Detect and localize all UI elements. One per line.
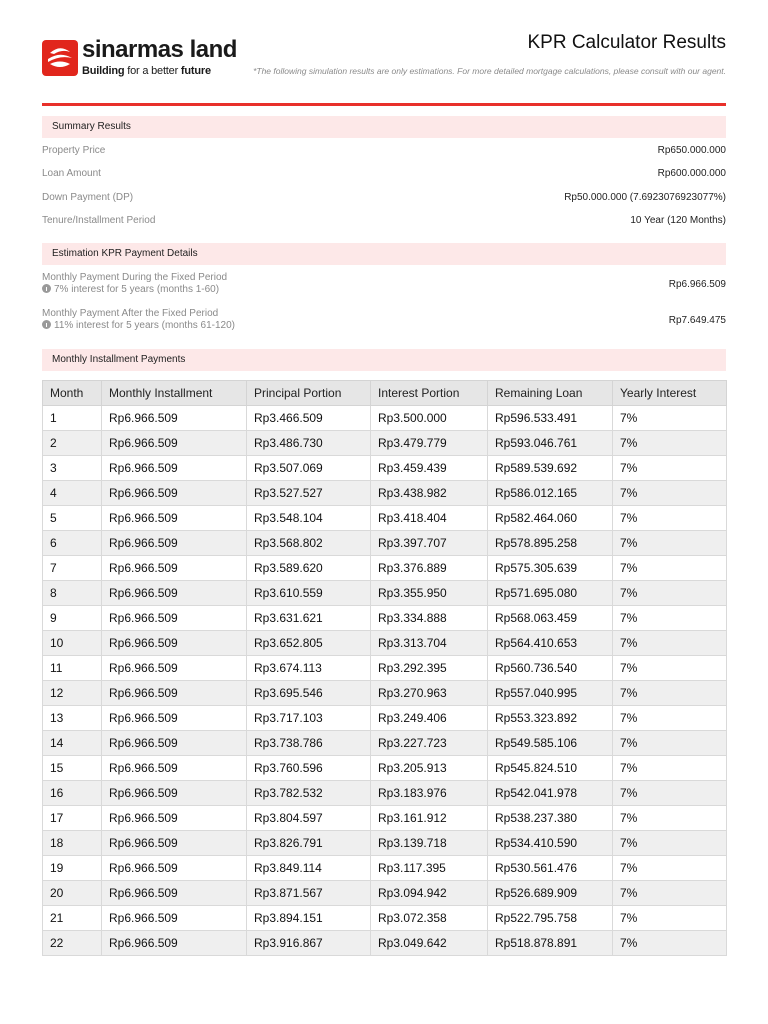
principal-portion-cell: Rp3.804.597 [247, 806, 371, 831]
payment-label: Monthly Payment After the Fixed Period [42, 308, 219, 319]
payment-value: Rp7.649.475 [668, 315, 726, 326]
column-header-monthly-installment: Monthly Installment [102, 381, 247, 406]
monthly-installment-cell: Rp6.966.509 [102, 856, 247, 881]
interest-portion-cell: Rp3.334.888 [371, 606, 488, 631]
summary-label: Loan Amount [42, 168, 101, 179]
principal-portion-cell: Rp3.760.596 [247, 756, 371, 781]
monthly-installment-cell: Rp6.966.509 [102, 481, 247, 506]
month-cell: 19 [43, 856, 102, 881]
principal-portion-cell: Rp3.782.532 [247, 781, 371, 806]
principal-portion-cell: Rp3.894.151 [247, 906, 371, 931]
yearly-interest-cell: 7% [613, 831, 727, 856]
summary-value: Rp650.000.000 [657, 145, 726, 156]
brand-name: sinarmas land [82, 36, 237, 63]
info-icon [42, 284, 51, 293]
principal-portion-cell: Rp3.695.546 [247, 681, 371, 706]
remaining-loan-cell: Rp571.695.080 [488, 581, 613, 606]
interest-portion-cell: Rp3.117.395 [371, 856, 488, 881]
monthly-installment-cell: Rp6.966.509 [102, 431, 247, 456]
monthly-installment-cell: Rp6.966.509 [102, 581, 247, 606]
table-row [43, 706, 727, 731]
principal-portion-cell: Rp3.652.805 [247, 631, 371, 656]
installments-table [42, 380, 727, 956]
interest-portion-cell: Rp3.270.963 [371, 681, 488, 706]
yearly-interest-cell: 7% [613, 906, 727, 931]
table-row [43, 781, 727, 806]
remaining-loan-cell: Rp538.237.380 [488, 806, 613, 831]
interest-portion-cell: Rp3.500.000 [371, 406, 488, 431]
monthly-installment-cell: Rp6.966.509 [102, 906, 247, 931]
interest-portion-cell: Rp3.049.642 [371, 931, 488, 956]
fixed-period-payment-row [42, 272, 726, 302]
table-row [43, 831, 727, 856]
yearly-interest-cell: 7% [613, 856, 727, 881]
monthly-installment-cell: Rp6.966.509 [102, 931, 247, 956]
interest-portion-cell: Rp3.139.718 [371, 831, 488, 856]
yearly-interest-cell: 7% [613, 681, 727, 706]
remaining-loan-cell: Rp582.464.060 [488, 506, 613, 531]
month-cell: 21 [43, 906, 102, 931]
table-row [43, 581, 727, 606]
table-row [43, 656, 727, 681]
yearly-interest-cell: 7% [613, 656, 727, 681]
month-cell: 10 [43, 631, 102, 656]
summary-row [42, 215, 726, 233]
table-row [43, 481, 727, 506]
sinarmas-logo-icon [42, 40, 78, 76]
interest-portion-cell: Rp3.376.889 [371, 556, 488, 581]
monthly-installment-cell: Rp6.966.509 [102, 881, 247, 906]
remaining-loan-cell: Rp549.585.106 [488, 731, 613, 756]
month-cell: 16 [43, 781, 102, 806]
table-row [43, 531, 727, 556]
yearly-interest-cell: 7% [613, 631, 727, 656]
table-row [43, 931, 727, 956]
yearly-interest-cell: 7% [613, 806, 727, 831]
payment-label: Monthly Payment During the Fixed Period [42, 272, 228, 283]
interest-portion-cell: Rp3.292.395 [371, 656, 488, 681]
remaining-loan-cell: Rp553.323.892 [488, 706, 613, 731]
monthly-installment-cell: Rp6.966.509 [102, 806, 247, 831]
remaining-loan-cell: Rp578.895.258 [488, 531, 613, 556]
summary-value: Rp50.000.000 (7.6923076923077%) [564, 192, 726, 203]
remaining-loan-cell: Rp542.041.978 [488, 781, 613, 806]
after-fixed-period-payment-row [42, 308, 726, 338]
interest-portion-cell: Rp3.479.779 [371, 431, 488, 456]
table-row [43, 906, 727, 931]
brand-tagline: Building for a better future [82, 65, 211, 77]
monthly-installment-cell: Rp6.966.509 [102, 506, 247, 531]
yearly-interest-cell: 7% [613, 506, 727, 531]
summary-value: Rp600.000.000 [657, 168, 726, 179]
table-row [43, 631, 727, 656]
monthly-installment-cell: Rp6.966.509 [102, 606, 247, 631]
table-row [43, 806, 727, 831]
month-cell: 15 [43, 756, 102, 781]
yearly-interest-cell: 7% [613, 706, 727, 731]
table-row [43, 406, 727, 431]
remaining-loan-cell: Rp530.561.476 [488, 856, 613, 881]
remaining-loan-cell: Rp586.012.165 [488, 481, 613, 506]
yearly-interest-cell: 7% [613, 931, 727, 956]
table-row [43, 881, 727, 906]
remaining-loan-cell: Rp522.795.758 [488, 906, 613, 931]
principal-portion-cell: Rp3.568.802 [247, 531, 371, 556]
month-cell: 6 [43, 531, 102, 556]
interest-portion-cell: Rp3.438.982 [371, 481, 488, 506]
remaining-loan-cell: Rp564.410.653 [488, 631, 613, 656]
installments-section-heading: Monthly Installment Payments [42, 349, 726, 371]
summary-label: Down Payment (DP) [42, 192, 134, 203]
principal-portion-cell: Rp3.916.867 [247, 931, 371, 956]
principal-portion-cell: Rp3.486.730 [247, 431, 371, 456]
summary-row [42, 168, 726, 186]
interest-portion-cell: Rp3.227.723 [371, 731, 488, 756]
month-cell: 5 [43, 506, 102, 531]
interest-portion-cell: Rp3.161.912 [371, 806, 488, 831]
principal-portion-cell: Rp3.527.527 [247, 481, 371, 506]
document-page [42, 0, 726, 950]
monthly-installment-cell: Rp6.966.509 [102, 831, 247, 856]
yearly-interest-cell: 7% [613, 781, 727, 806]
month-cell: 13 [43, 706, 102, 731]
principal-portion-cell: Rp3.548.104 [247, 506, 371, 531]
interest-portion-cell: Rp3.072.358 [371, 906, 488, 931]
column-header-interest-portion: Interest Portion [371, 381, 488, 406]
monthly-installment-cell: Rp6.966.509 [102, 656, 247, 681]
payment-value: Rp6.966.509 [668, 279, 726, 290]
remaining-loan-cell: Rp575.305.639 [488, 556, 613, 581]
month-cell: 8 [43, 581, 102, 606]
month-cell: 14 [43, 731, 102, 756]
summary-label: Tenure/Installment Period [42, 215, 156, 226]
table-body [43, 406, 727, 956]
monthly-installment-cell: Rp6.966.509 [102, 681, 247, 706]
yearly-interest-cell: 7% [613, 531, 727, 556]
table-row [43, 606, 727, 631]
interest-portion-cell: Rp3.418.404 [371, 506, 488, 531]
principal-portion-cell: Rp3.826.791 [247, 831, 371, 856]
principal-portion-cell: Rp3.466.509 [247, 406, 371, 431]
monthly-installment-cell: Rp6.966.509 [102, 756, 247, 781]
monthly-installment-cell: Rp6.966.509 [102, 406, 247, 431]
remaining-loan-cell: Rp596.533.491 [488, 406, 613, 431]
yearly-interest-cell: 7% [613, 881, 727, 906]
yearly-interest-cell: 7% [613, 606, 727, 631]
page-title: KPR Calculator Results [527, 32, 726, 53]
brand-logo [42, 38, 242, 82]
principal-portion-cell: Rp3.674.113 [247, 656, 371, 681]
month-cell: 4 [43, 481, 102, 506]
yearly-interest-cell: 7% [613, 581, 727, 606]
principal-portion-cell: Rp3.849.114 [247, 856, 371, 881]
monthly-installment-cell: Rp6.966.509 [102, 731, 247, 756]
principal-portion-cell: Rp3.717.103 [247, 706, 371, 731]
month-cell: 2 [43, 431, 102, 456]
month-cell: 12 [43, 681, 102, 706]
yearly-interest-cell: 7% [613, 406, 727, 431]
interest-portion-cell: Rp3.313.704 [371, 631, 488, 656]
interest-portion-cell: Rp3.205.913 [371, 756, 488, 781]
principal-portion-cell: Rp3.507.069 [247, 456, 371, 481]
table-row [43, 506, 727, 531]
interest-portion-cell: Rp3.355.950 [371, 581, 488, 606]
summary-value: 10 Year (120 Months) [630, 215, 726, 226]
month-cell: 3 [43, 456, 102, 481]
table-row [43, 431, 727, 456]
yearly-interest-cell: 7% [613, 756, 727, 781]
yearly-interest-cell: 7% [613, 556, 727, 581]
table-row [43, 556, 727, 581]
disclaimer-text: *The following simulation results are only estimations. For more detailed mortgage calculations, please consult with our agent. [253, 66, 726, 76]
remaining-loan-cell: Rp534.410.590 [488, 831, 613, 856]
column-header-remaining-loan: Remaining Loan [488, 381, 613, 406]
interest-portion-cell: Rp3.183.976 [371, 781, 488, 806]
table-row [43, 731, 727, 756]
payment-note: 7% interest for 5 years (months 1-60) [42, 284, 219, 295]
header-divider [42, 103, 726, 106]
remaining-loan-cell: Rp557.040.995 [488, 681, 613, 706]
yearly-interest-cell: 7% [613, 456, 727, 481]
column-header-month: Month [43, 381, 102, 406]
table-row [43, 856, 727, 881]
month-cell: 11 [43, 656, 102, 681]
header [42, 0, 726, 105]
column-header-principal-portion: Principal Portion [247, 381, 371, 406]
summary-row [42, 192, 726, 210]
estimation-section-heading: Estimation KPR Payment Details [42, 243, 726, 265]
summary-label: Property Price [42, 145, 106, 156]
table-row [43, 756, 727, 781]
month-cell: 22 [43, 931, 102, 956]
monthly-installment-cell: Rp6.966.509 [102, 531, 247, 556]
month-cell: 17 [43, 806, 102, 831]
remaining-loan-cell: Rp560.736.540 [488, 656, 613, 681]
principal-portion-cell: Rp3.589.620 [247, 556, 371, 581]
remaining-loan-cell: Rp593.046.761 [488, 431, 613, 456]
remaining-loan-cell: Rp545.824.510 [488, 756, 613, 781]
monthly-installment-cell: Rp6.966.509 [102, 781, 247, 806]
summary-section-heading: Summary Results [42, 116, 726, 138]
month-cell: 9 [43, 606, 102, 631]
month-cell: 18 [43, 831, 102, 856]
principal-portion-cell: Rp3.610.559 [247, 581, 371, 606]
month-cell: 7 [43, 556, 102, 581]
yearly-interest-cell: 7% [613, 731, 727, 756]
remaining-loan-cell: Rp589.539.692 [488, 456, 613, 481]
column-header-yearly-interest: Yearly Interest [613, 381, 727, 406]
table-row [43, 456, 727, 481]
remaining-loan-cell: Rp526.689.909 [488, 881, 613, 906]
summary-row [42, 145, 726, 163]
table-row [43, 681, 727, 706]
monthly-installment-cell: Rp6.966.509 [102, 556, 247, 581]
principal-portion-cell: Rp3.738.786 [247, 731, 371, 756]
principal-portion-cell: Rp3.631.621 [247, 606, 371, 631]
interest-portion-cell: Rp3.397.707 [371, 531, 488, 556]
interest-portion-cell: Rp3.094.942 [371, 881, 488, 906]
month-cell: 1 [43, 406, 102, 431]
monthly-installment-cell: Rp6.966.509 [102, 631, 247, 656]
remaining-loan-cell: Rp568.063.459 [488, 606, 613, 631]
interest-portion-cell: Rp3.459.439 [371, 456, 488, 481]
remaining-loan-cell: Rp518.878.891 [488, 931, 613, 956]
yearly-interest-cell: 7% [613, 481, 727, 506]
monthly-installment-cell: Rp6.966.509 [102, 706, 247, 731]
yearly-interest-cell: 7% [613, 431, 727, 456]
info-icon [42, 320, 51, 329]
interest-portion-cell: Rp3.249.406 [371, 706, 488, 731]
month-cell: 20 [43, 881, 102, 906]
principal-portion-cell: Rp3.871.567 [247, 881, 371, 906]
table-header-row [43, 381, 727, 406]
monthly-installment-cell: Rp6.966.509 [102, 456, 247, 481]
payment-note: 11% interest for 5 years (months 61-120) [42, 320, 235, 331]
